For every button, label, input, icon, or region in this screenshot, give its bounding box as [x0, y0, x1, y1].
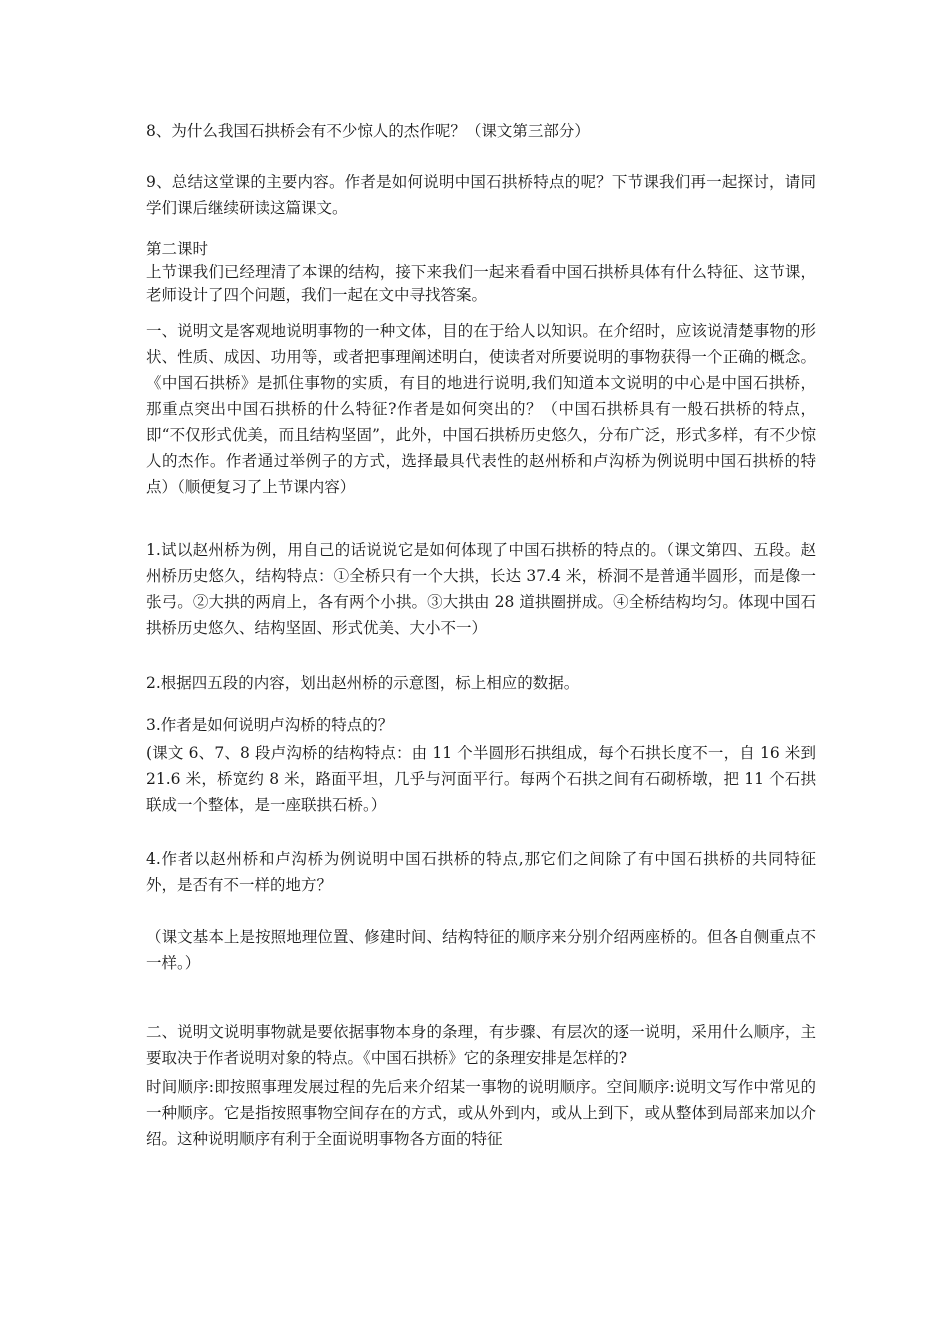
paragraph-question-9: 9、总结这堂课的主要内容。作者是如何说明中国石拱桥特点的呢？下节课我们再一起探讨，请同学们课后继续研读这篇课文。 [146, 173, 816, 217]
paragraph-order-types: 时间顺序:即按照事理发展过程的先后来介绍某一事物的说明顺序。空间顺序:说明文写作中常见的一种顺序。它是指按照事物空间存在的方式，或从外到内，或从上到下，或从整体到局部来加以介绍。这种说明顺序有利于全面说明事物各方面的特征 [146, 1078, 816, 1148]
section-heading-second-lesson: 第二课时 [146, 240, 209, 258]
paragraph-item-4: 4.作者以赵州桥和卢沟桥为例说明中国石拱桥的特点,那它们之间除了有中国石拱桥的共同特征外，是否有不一样的地方？ [146, 850, 816, 894]
paragraph-item-2: 2.根据四五段的内容，划出赵州桥的示意图，标上相应的数据。 [146, 674, 580, 692]
paragraph-part-two: 二、说明文说明事物就是要依据事物本身的条理，有步骤、有层次的逐一说明，采用什么顺序，主要取决于作者说明对象的特点。《中国石拱桥》它的条理安排是怎样的? [146, 1023, 816, 1067]
paragraph-item-3: 3.作者是如何说明卢沟桥的特点的？ [146, 716, 394, 734]
paragraph-item-3-answer: (课文 6、7、8 段卢沟桥的结构特点：由 11 个半圆形石拱组成，每个石拱长度不一，自 16 米到 21.6 米，桥宽约 8 米，路面平坦，几乎与河面平行。每两个石拱之间有石砌桥墩，把 11 个石拱联成一个整体，是一座联拱石桥。） [146, 744, 816, 814]
paragraph-question-8: 8、为什么我国石拱桥会有不少惊人的杰作呢？（课文第三部分） [146, 122, 590, 140]
paragraph-item-4-answer: （课文基本上是按照地理位置、修建时间、结构特征的顺序来分别介绍两座桥的。但各自侧重点不一样。） [146, 928, 816, 972]
paragraph-lesson-intro: 上节课我们已经理清了本课的结构，接下来我们一起来看看中国石拱桥具体有什么特征、这节课，老师设计了四个问题，我们一起在文中寻找答案。 [146, 263, 816, 304]
paragraph-part-one: 一、说明文是客观地说明事物的一种文体，目的在于给人以知识。在介绍时，应该说清楚事物的形状、性质、成因、功用等，或者把事理阐述明白，使读者对所要说明的事物获得一个正确的概念。《中国石拱桥》是抓住事物的实质，有目的地进行说明,我们知道本文说明的中心是中国石拱桥，那重点突出中国石拱桥的什么特征?作者是如何突出的？（中国石拱桥具有一般石拱桥的特点，即“不仅形式优美，而且结构坚固”，此外，中国石拱桥历史悠久，分布广泛，形式多样，有不少惊人的杰作。作者通过举例子的方式，选择最具代表性的赵州桥和卢沟桥为例说明中国石拱桥的特点）（顺便复习了上节课内容） [146, 322, 816, 496]
paragraph-item-1: 1.试以赵州桥为例，用自己的话说说它是如何体现了中国石拱桥的特点的。（课文第四、五段。赵州桥历史悠久，结构特点：①全桥只有一个大拱，长达 37.4 米，桥洞不是普通半圆形，而是像一张弓。②大拱的两肩上，各有两个小拱。③大拱由 28 道拱圈拼成。④全桥结构均匀。体现中国石拱桥历史悠久、结构坚固、形式优美、大小不一） [146, 541, 816, 637]
